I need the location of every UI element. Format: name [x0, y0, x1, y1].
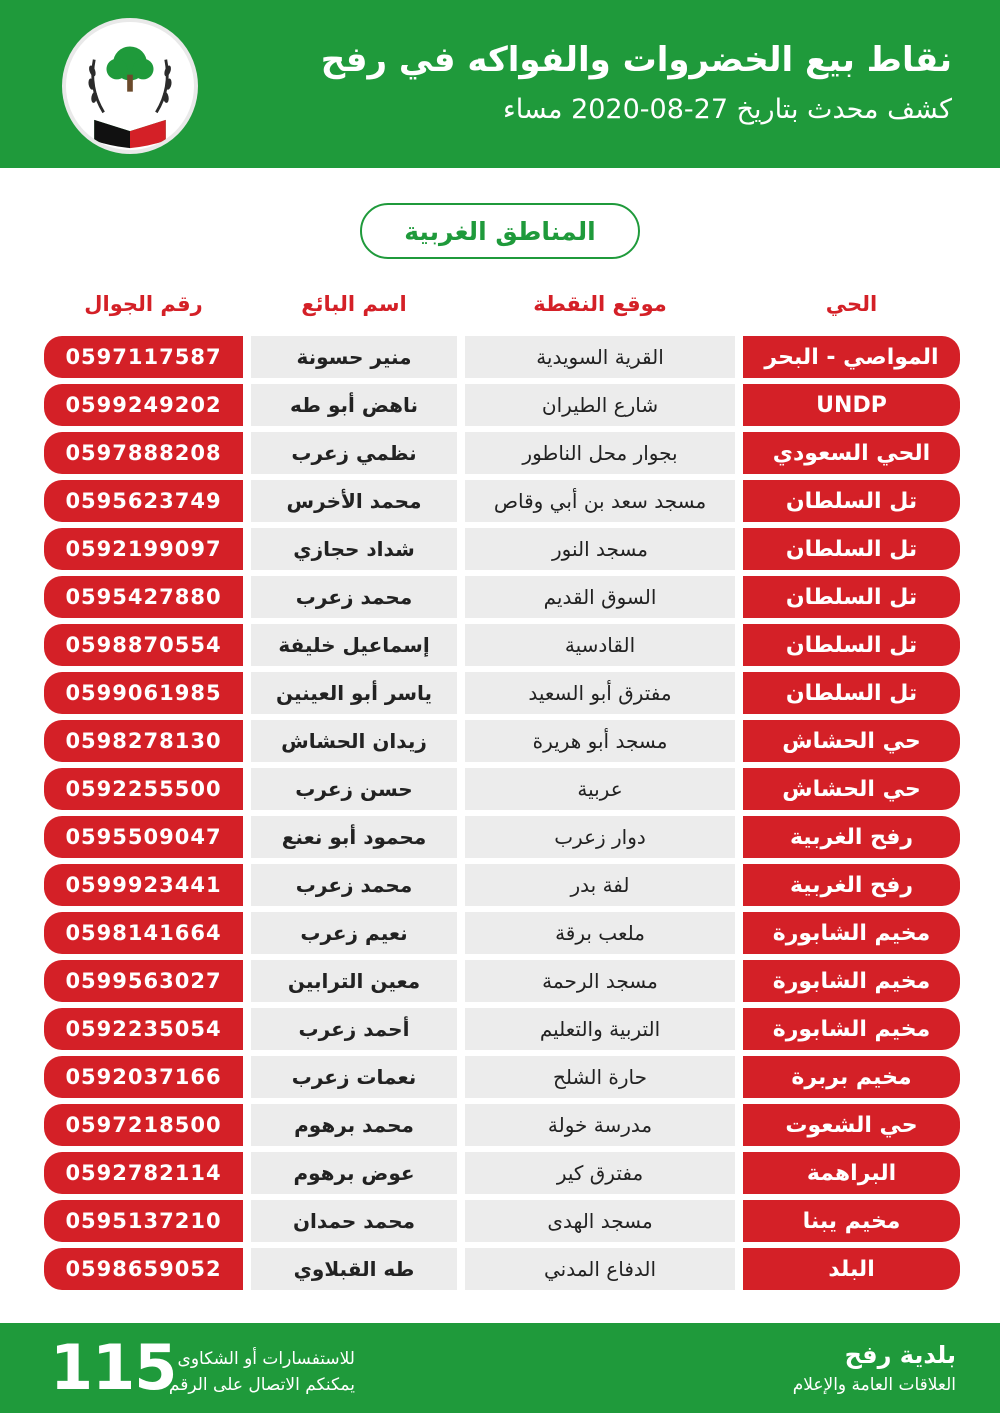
inquiry-text-line1: للاستفسارات أو الشكاوى — [177, 1349, 355, 1369]
location-cell: بجوار محل الناطور — [465, 432, 735, 474]
page-title: نقاط بيع الخضروات والفواكه في رفح — [320, 40, 952, 80]
location-cell: مسجد الرحمة — [465, 960, 735, 1002]
area-cell: البراهمة — [743, 1152, 960, 1194]
phone-cell: 0592255500 — [44, 768, 243, 810]
table-row — [0, 960, 1000, 1002]
seller-name-cell: محمد زعرب — [251, 864, 457, 906]
table-row — [0, 1152, 1000, 1194]
department-name: العلاقات العامة والإعلام — [792, 1375, 956, 1395]
location-cell: مفترق أبو السعيد — [465, 672, 735, 714]
phone-cell: 0598659052 — [44, 1248, 243, 1290]
seller-name-cell: حسن زعرب — [251, 768, 457, 810]
phone-cell: 0592037166 — [44, 1056, 243, 1098]
seller-name-cell: منير حسونة — [251, 336, 457, 378]
area-cell: مخيم بربرة — [743, 1056, 960, 1098]
seller-name-cell: ياسر أبو العينين — [251, 672, 457, 714]
phone-cell: 0592235054 — [44, 1008, 243, 1050]
phone-cell: 0595623749 — [44, 480, 243, 522]
area-cell: حي الشعوت — [743, 1104, 960, 1146]
area-cell: تل السلطان — [743, 576, 960, 618]
area-cell: حي الحشاش — [743, 720, 960, 762]
seller-name-cell: محمود أبو نعنع — [251, 816, 457, 858]
table-row — [0, 768, 1000, 810]
table-row — [0, 1104, 1000, 1146]
location-cell: مسجد الهدى — [465, 1200, 735, 1242]
table-row — [0, 912, 1000, 954]
phone-cell: 0592782114 — [44, 1152, 243, 1194]
table-row — [0, 336, 1000, 378]
seller-name-cell: طه القبلاوي — [251, 1248, 457, 1290]
table-row — [0, 576, 1000, 618]
area-cell: البلد — [743, 1248, 960, 1290]
location-cell: القادسية — [465, 624, 735, 666]
phone-cell: 0595427880 — [44, 576, 243, 618]
table-row — [0, 432, 1000, 474]
organization-name: بلدية رفح — [844, 1341, 956, 1369]
column-header-area: الحي — [825, 292, 878, 316]
table-row — [0, 816, 1000, 858]
phone-cell: 0597117587 — [44, 336, 243, 378]
table-row — [0, 480, 1000, 522]
area-cell: UNDP — [743, 384, 960, 426]
location-cell: عربية — [465, 768, 735, 810]
table-row — [0, 1056, 1000, 1098]
location-cell: التربية والتعليم — [465, 1008, 735, 1050]
location-cell: ملعب برقة — [465, 912, 735, 954]
location-cell: القرية السويدية — [465, 336, 735, 378]
table-row — [0, 1200, 1000, 1242]
location-cell: لفة بدر — [465, 864, 735, 906]
phone-cell: 0599563027 — [44, 960, 243, 1002]
phone-cell: 0599061985 — [44, 672, 243, 714]
phone-cell: 0592199097 — [44, 528, 243, 570]
location-cell: مدرسة خولة — [465, 1104, 735, 1146]
seller-name-cell: زيدان الحشاش — [251, 720, 457, 762]
table-row — [0, 672, 1000, 714]
location-cell: مسجد النور — [465, 528, 735, 570]
seller-name-cell: نعيم زعرب — [251, 912, 457, 954]
column-header-phone: رقم الجوال — [84, 292, 203, 316]
location-cell: الدفاع المدني — [465, 1248, 735, 1290]
header-banner — [0, 0, 1000, 168]
seller-name-cell: محمد برهوم — [251, 1104, 457, 1146]
column-header-location: موقع النقطة — [533, 292, 667, 316]
location-cell: مفترق كير — [465, 1152, 735, 1194]
phone-cell: 0598278130 — [44, 720, 243, 762]
seller-name-cell: نعمات زعرب — [251, 1056, 457, 1098]
location-cell: مسجد أبو هريرة — [465, 720, 735, 762]
table-row — [0, 624, 1000, 666]
seller-name-cell: ناهض أبو طه — [251, 384, 457, 426]
area-cell: تل السلطان — [743, 672, 960, 714]
area-cell: الحي السعودي — [743, 432, 960, 474]
section-title-western-areas: المناطق الغربية — [360, 203, 640, 259]
area-cell: مخيم الشابورة — [743, 912, 960, 954]
seller-name-cell: محمد الأخرس — [251, 480, 457, 522]
hotline-number: 115 — [50, 1331, 177, 1404]
table-row — [0, 1008, 1000, 1050]
seller-name-cell: محمد زعرب — [251, 576, 457, 618]
phone-cell: 0597218500 — [44, 1104, 243, 1146]
table-row — [0, 864, 1000, 906]
column-header-seller: اسم البائع — [301, 292, 407, 316]
rafah-municipality-logo — [62, 18, 198, 154]
phone-cell: 0599249202 — [44, 384, 243, 426]
phone-cell: 0597888208 — [44, 432, 243, 474]
table-row — [0, 528, 1000, 570]
seller-name-cell: نظمي زعرب — [251, 432, 457, 474]
inquiry-text-line2: يمكنكم الاتصال على الرقم — [168, 1375, 355, 1395]
location-cell: حارة الشلح — [465, 1056, 735, 1098]
area-cell: مخيم الشابورة — [743, 960, 960, 1002]
location-cell: السوق القديم — [465, 576, 735, 618]
seller-name-cell: معين الترابين — [251, 960, 457, 1002]
seller-name-cell: شداد حجازي — [251, 528, 457, 570]
olive-tree-emblem-icon — [66, 22, 194, 150]
area-cell: مخيم يبنا — [743, 1200, 960, 1242]
table-row — [0, 720, 1000, 762]
seller-name-cell: أحمد زعرب — [251, 1008, 457, 1050]
seller-name-cell: إسماعيل خليفة — [251, 624, 457, 666]
location-cell: دوار زعرب — [465, 816, 735, 858]
phone-cell: 0598141664 — [44, 912, 243, 954]
area-cell: رفح الغربية — [743, 816, 960, 858]
page-subtitle: كشف محدث بتاريخ 27-08-2020 مساء — [503, 94, 952, 125]
area-cell: تل السلطان — [743, 624, 960, 666]
area-cell: تل السلطان — [743, 480, 960, 522]
phone-cell: 0595137210 — [44, 1200, 243, 1242]
footer-banner — [0, 1323, 1000, 1413]
area-cell: مخيم الشابورة — [743, 1008, 960, 1050]
phone-cell: 0598870554 — [44, 624, 243, 666]
area-cell: حي الحشاش — [743, 768, 960, 810]
seller-name-cell: عوض برهوم — [251, 1152, 457, 1194]
location-cell: مسجد سعد بن أبي وقاص — [465, 480, 735, 522]
area-cell: رفح الغربية — [743, 864, 960, 906]
table-row — [0, 1248, 1000, 1290]
phone-cell: 0599923441 — [44, 864, 243, 906]
phone-cell: 0595509047 — [44, 816, 243, 858]
table-row — [0, 384, 1000, 426]
location-cell: شارع الطيران — [465, 384, 735, 426]
area-cell: تل السلطان — [743, 528, 960, 570]
seller-name-cell: محمد حمدان — [251, 1200, 457, 1242]
area-cell: المواصي - البحر — [743, 336, 960, 378]
